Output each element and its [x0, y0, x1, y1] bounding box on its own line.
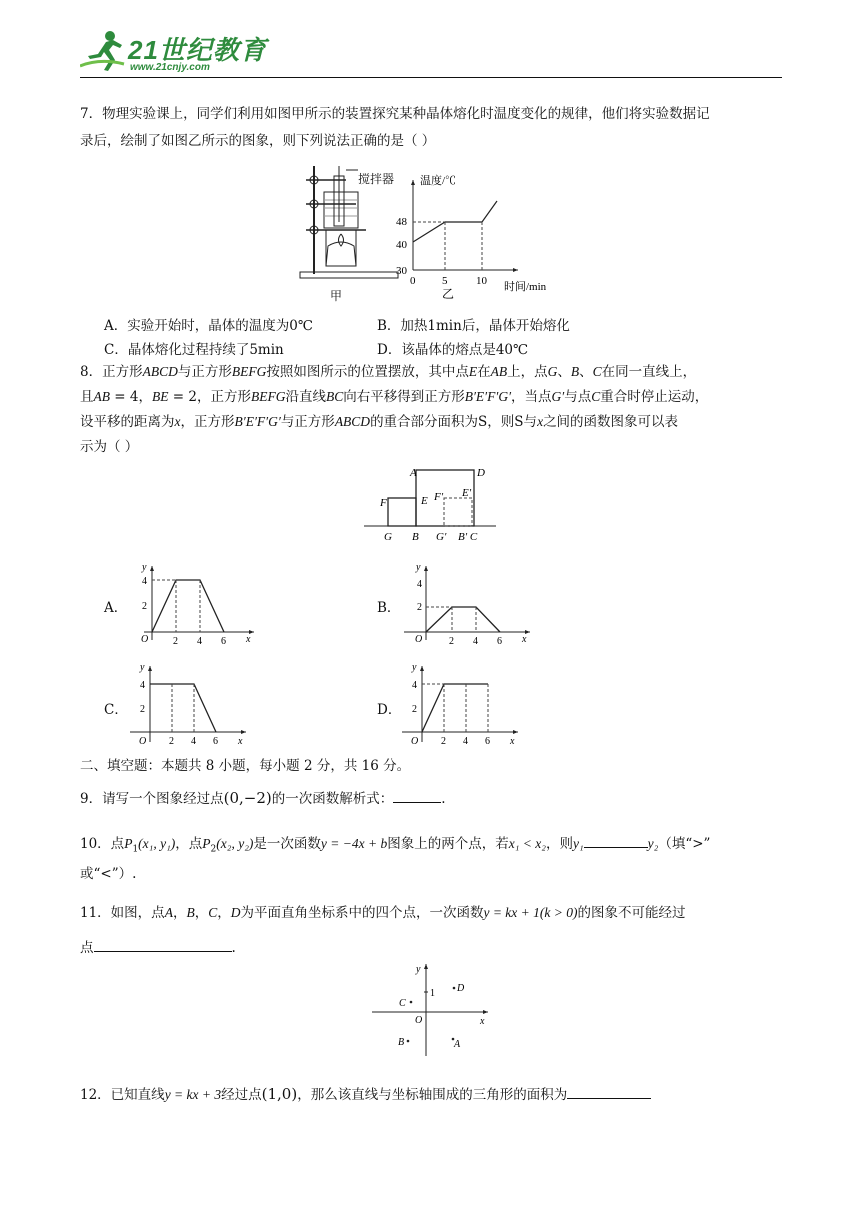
svg-text:O: O [139, 736, 147, 747]
svg-text:y: y [416, 562, 421, 573]
svg-text:y: y [416, 964, 421, 975]
svg-text:y: y [412, 662, 417, 673]
svg-text:6: 6 [213, 736, 218, 747]
q8-choice-a-graph [124, 560, 264, 646]
q12-answer-blank[interactable] [567, 1098, 651, 1099]
q11-answer-blank[interactable] [94, 951, 232, 952]
svg-text:x: x [510, 736, 515, 747]
x-tick-0: 0 [410, 275, 416, 287]
q7-option-b: B．加热1min后，晶体开始熔化 [377, 318, 570, 334]
svg-text:6: 6 [497, 636, 502, 646]
svg-text:4: 4 [417, 579, 422, 590]
svg-text:1: 1 [430, 988, 435, 999]
svg-text:C: C [399, 998, 406, 1009]
svg-text:G′: G′ [436, 531, 447, 543]
q11-line1: 11．如图，点A，B，C，D为平面直角坐标系中的四个点，一次函数y = kx + 1(k > 0)的图象不可能经过 [80, 905, 686, 921]
q9-line: 9．请写一个图象经过点(0,−2)的一次函数解析式： . [80, 789, 446, 807]
svg-text:y: y [142, 562, 147, 573]
y-axis-label: 温度/℃ [420, 175, 457, 187]
svg-text:E: E [421, 495, 428, 507]
fig-jia-caption: 甲 [330, 289, 343, 303]
svg-text:O: O [415, 1015, 423, 1026]
q8-squares-figure [360, 462, 500, 548]
fig-yi-caption: 乙 [442, 287, 455, 300]
svg-text:2: 2 [142, 601, 147, 612]
q7-line1: 7．物理实验课上，同学们利用如图甲所示的装置探究某种晶体熔化时温度变化的规律，他们将实验数据记 [80, 106, 710, 122]
y-tick-30: 30 [396, 265, 407, 277]
q8-choice-a-label: A． [104, 600, 128, 616]
svg-text:y: y [140, 662, 145, 673]
q8-choice-d-graph [396, 662, 536, 748]
svg-text:6: 6 [221, 636, 226, 646]
svg-text:E′: E′ [462, 487, 472, 499]
q7-option-d: D．该晶体的熔点是40℃ [377, 342, 529, 358]
svg-text:B: B [398, 1037, 405, 1048]
svg-text:2: 2 [417, 602, 422, 613]
svg-text:G: G [384, 531, 392, 543]
q8-choice-c-graph [124, 662, 264, 748]
svg-text:D: D [477, 467, 485, 479]
q8-line3: 设平移的距离为x，正方形B′E′F′G′与正方形ABCD的重合部分面积为S，则S与x之间的函数图象可以表 [80, 414, 679, 430]
svg-text:x: x [480, 1016, 485, 1027]
y-tick-40: 40 [396, 239, 407, 251]
q11-coordinate-figure [368, 960, 492, 1060]
q7-option-c: C．晶体熔化过程持续了5min [104, 342, 284, 358]
q8-choice-b-graph [398, 560, 538, 646]
header-rule [80, 77, 782, 78]
svg-text:4: 4 [191, 736, 196, 747]
q11-line2: 点 . [80, 940, 236, 956]
stirrer-label: 搅拌器 [358, 172, 395, 186]
svg-text:F: F [380, 497, 387, 509]
svg-text:B′ C: B′ C [458, 531, 478, 543]
q8-choice-c-label: C． [104, 702, 128, 718]
logo-main-text: 21世纪教育 [128, 35, 267, 65]
svg-text:4: 4 [473, 636, 478, 646]
q10-line2: 或“<”）. [80, 866, 137, 882]
svg-text:2: 2 [140, 704, 145, 715]
x-tick-10: 10 [476, 275, 487, 287]
q8-choice-d-label: D． [377, 702, 402, 718]
svg-text:A: A [410, 467, 417, 479]
svg-text:4: 4 [142, 576, 147, 587]
q10-line1: 10．点$P_1(x_1$, y₁)，点$P_2(x_2$, y₂)是一次函数y = −4x + b图象上的两个点，若x₁ < x₂，则y₁ y₂（填“>” [80, 836, 711, 855]
svg-text:2: 2 [173, 636, 178, 646]
x-tick-5: 5 [442, 275, 448, 287]
svg-text:4: 4 [412, 680, 417, 691]
svg-text:2: 2 [449, 636, 454, 646]
header-logo [80, 28, 280, 78]
svg-text:x: x [238, 736, 243, 747]
svg-text:x: x [246, 634, 251, 645]
svg-text:B: B [412, 531, 419, 543]
svg-text:2: 2 [412, 704, 417, 715]
q12-line: 12．已知直线y = kx + 3经过点(1,0)，那么该直线与坐标轴围成的三角形的面积为 [80, 1084, 782, 1105]
q8-line1: 8．正方形ABCD与正方形BEFG按照如图所示的位置摆放，其中点E在AB上，点G、B、C在同一直线上， [80, 364, 697, 380]
runner-logo-icon [80, 28, 128, 74]
q8-line2: 且AB = 4，BE = 2，正方形BEFG沿直线BC向右平移得到正方形B′E′F′G′，当点G′与点C重合时停止运动， [80, 389, 709, 405]
svg-text:2: 2 [441, 736, 446, 747]
y-tick-48: 48 [396, 216, 407, 228]
svg-text:6: 6 [485, 736, 490, 747]
svg-text:D: D [457, 983, 465, 994]
q7-temperature-graph [390, 170, 560, 300]
svg-text:4: 4 [140, 680, 145, 691]
q7-option-a: A．实验开始时，晶体的温度为0℃ [104, 318, 313, 334]
x-axis-label: 时间/min [504, 281, 547, 293]
svg-text:A: A [454, 1039, 461, 1050]
svg-text:F′: F′ [434, 491, 444, 503]
q8-line4: 示为（ ） [80, 439, 139, 455]
svg-text:2: 2 [169, 736, 174, 747]
svg-text:4: 4 [197, 636, 202, 646]
logo-sub-text: www.21cnjy.com [130, 62, 210, 73]
svg-text:O: O [411, 736, 419, 747]
section2-heading: 二、填空题：本题共 8 小题，每小题 2 分，共 16 分。 [80, 758, 411, 774]
q10-answer-blank[interactable] [584, 847, 648, 848]
q8-choice-b-label: B． [377, 600, 401, 616]
svg-text:O: O [141, 634, 149, 645]
q9-answer-blank[interactable] [393, 802, 441, 803]
svg-text:O: O [415, 634, 423, 645]
svg-text:4: 4 [463, 736, 468, 747]
svg-text:x: x [522, 634, 527, 645]
q7-line2: 录后，绘制了如图乙所示的图象，则下列说法正确的是（ ） [80, 133, 436, 149]
